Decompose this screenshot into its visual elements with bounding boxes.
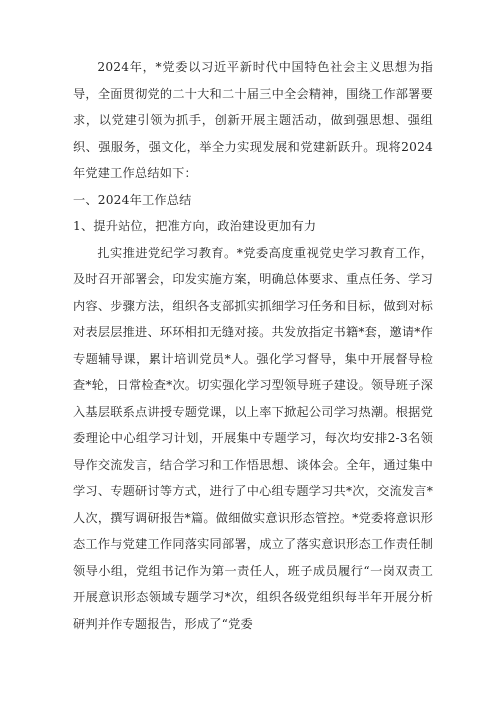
subsection-heading: 1、提升站位，把准方向，政治建设更加有力 xyxy=(73,219,317,233)
section-heading: 一、2024年工作总结 xyxy=(73,192,192,207)
intro-paragraph: 2024年，*党委以习近平新时代中国特色社会主义思想为指导，全面贯彻党的二十大和二十届三中全会精神，围绕工作部署要求，以党建引领为抓手，创新开展主题活动，做到强思想、强组织、强服务，强文化，举全力实现发展和党建新跃升。现将2024年党建工作总结如下： xyxy=(73,60,433,180)
body-paragraph: 扎实推进党纪学习教育。*党委高度重视党史学习教育工作，及时召开部署会，印发实施方案，明确总体要求、重点任务、学习内容、步骤方法，组织各支部抓实抓细学习任务和目标，做到对标对表层层推进、环环相扣无缝对接。共发放指定书籍*套，邀请*作专题辅导课，累计培训党员*人。强化学习督导，集中开展督导检查*轮，日常检查*次。切实强化学习型领导班子建设。领导班子深入基层联系点讲授专题党课，以上率下掀起公司学习热潮。根据党委理论中心组学习计划，开展集中专题学习，每次均安排2-3名领导作交流发言，结合学习和工作悟思想、谈体会。全年，通过集中学习、专题研讨等方式，进行了中心组专题学习共*次，交流发言*人次，撰写调研报告*篇。做细做实意识形态管控。*党委将意识形态工作与党建工作同落实同部署，成立了落实意识形态工作责任制领导小组，党组书记作为第一责任人，班子成员履行“一岗双责工开展意识形态领域专题学习*次，组织各级党组织每半年开展分析研判并作专题报告，形成了“党委 xyxy=(73,245,433,631)
document-body xyxy=(73,54,433,637)
